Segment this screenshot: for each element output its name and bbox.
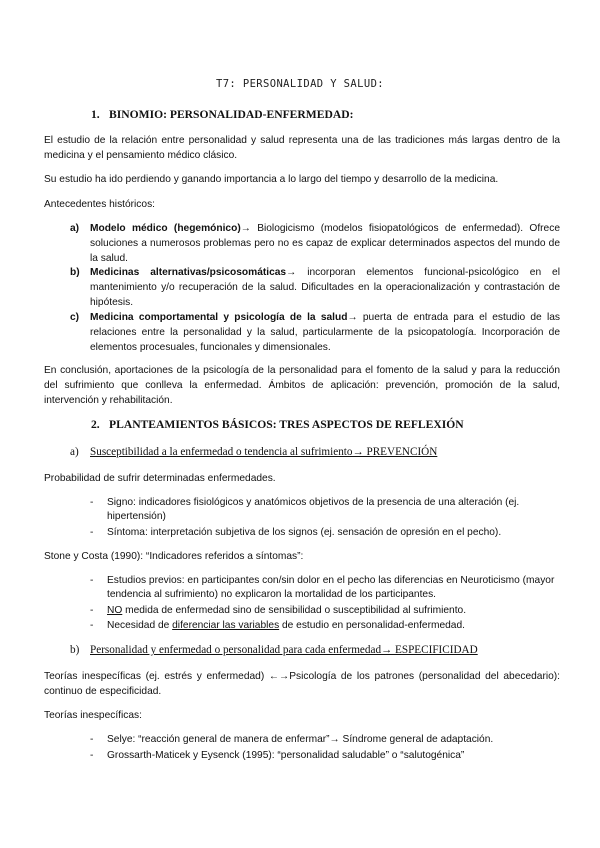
bullet-marker: - (90, 497, 94, 508)
subsection-b (70, 644, 560, 656)
bullet-text: medida de enfermedad sino de sensibilidad o susceptibilidad al sufrimiento. (122, 605, 467, 616)
bullet-selye (90, 733, 560, 747)
list-item-a (70, 222, 560, 266)
bullet-marker: - (90, 750, 94, 761)
underlined-variables: diferenciar las variables (172, 620, 280, 631)
bullet-marker: - (90, 605, 94, 616)
list-marker: c) (70, 312, 80, 323)
paragraph-conclusion: En conclusión, aportaciones de la psicología de la personalidad para el fomento de la salud y para la reducción del sufrimiento que conlleva la enfermedad. Ámbitos de aplicación: prevención, promoción de la salud, intervención y rehabilitación. (44, 365, 560, 406)
subsection-title: Susceptibilidad a la enfermedad o tendencia al sufrimiento→ PREVENCIÓN (90, 446, 438, 458)
subsection-marker: a) (70, 446, 79, 458)
list-item-b (70, 266, 560, 310)
section-2-heading (91, 418, 464, 431)
item-text: → incorporan elementos funcional-psicológico en el mantenimiento y/o recuperación de la salud. Dificultades en la operacionalización y contrastación de hipótesis. (90, 267, 560, 308)
subsection-a (70, 446, 560, 458)
list-marker: b) (70, 267, 80, 278)
paragraph-importance: Su estudio ha ido perdiendo y ganando importancia a lo largo del tiempo y desarrollo de la medicina. (44, 174, 499, 185)
bullet-marker: - (90, 575, 94, 586)
bullet-necesidad (90, 619, 560, 633)
bullet-marker: - (90, 620, 94, 631)
bullet-grossarth (90, 749, 560, 763)
bullet-marker: - (90, 734, 94, 745)
bullet-sintoma (90, 526, 560, 540)
subsection-marker: b) (70, 644, 80, 656)
item-term: Modelo médico (hegemónico) (90, 223, 241, 234)
list-item-c (70, 311, 560, 355)
bullet-signo (90, 496, 560, 525)
item-text: → Biologicismo (modelos fisiopatológicos de enfermedad). Ofrece soluciones a numerosos problemas pero no es capaz de explicar determinados aspectos del mundo de la salud. (90, 223, 560, 264)
list-marker: a) (70, 223, 80, 234)
page-title: T7: PERSONALIDAD Y SALUD: (215, 78, 385, 90)
subsection-title: Personalidad y enfermedad o personalidad para cada enfermedad→ ESPECIFICIDAD (90, 644, 478, 656)
underlined-no: NO (107, 605, 123, 616)
section-1-title: BINOMIO: PERSONALIDAD-ENFERMEDAD: (109, 108, 354, 121)
paragraph-teorias: Teorías inespecíficas (ej. estrés y enfermedad) ←→Psicología de los patrones (personalidad del abecedario): continuo de especificidad. (44, 671, 560, 697)
bullet-text: Grossarth-Maticek y Eysenck (1995): “personalidad saludable” o “salutogénica” (107, 750, 465, 761)
bullet-text: Signo: indicadores fisiológicos y anatómicos objetivos de la presencia de una alteración (ej. hipertensión) (107, 497, 520, 523)
paragraph-antecedentes: Antecedentes históricos: (44, 199, 155, 210)
bullet-text-post: de estudio en personalidad-enfermedad. (279, 620, 465, 631)
bullet-marker: - (90, 527, 94, 538)
paragraph-stone-costa: Stone y Costa (1990): “Indicadores referidos a síntomas”: (44, 551, 304, 562)
paragraph-intro: El estudio de la relación entre personalidad y salud representa una de las tradiciones más largas dentro de la medicina y el pensamiento médico clásico. (44, 135, 560, 161)
section-2-number: 2. (91, 418, 100, 431)
item-term: Medicinas alternativas/psicosomáticas (90, 267, 287, 278)
bullet-no-medida (90, 604, 560, 618)
bullet-text: Estudios previos: en participantes con/sin dolor en el pecho las diferencias en Neuroticismo (mayor tendencia al sufrimiento) no explicaron la mortalidad de los participantes. (107, 575, 555, 601)
bullet-text: Selye: “reacción general de manera de enfermar”→ Síndrome general de adaptación. (107, 734, 494, 745)
section-1-heading (91, 108, 353, 121)
section-1-number: 1. (91, 108, 100, 121)
paragraph-probabilidad: Probabilidad de sufrir determinadas enfermedades. (44, 473, 276, 484)
paragraph-teorias-inespecificas: Teorías inespecíficas: (44, 710, 142, 721)
bullet-estudios (90, 574, 560, 603)
section-2-title: PLANTEAMIENTOS BÁSICOS: TRES ASPECTOS DE REFLEXIÓN (109, 418, 464, 431)
item-text: → puerta de entrada para el estudio de las relaciones entre la personalidad y la salud, particularmente de la psicopatología. Incorporación de elementos procesuales, funcionales y dimensionales. (90, 312, 560, 353)
bullet-text-pre: Necesidad de (107, 620, 173, 631)
bullet-text: Síntoma: interpretación subjetiva de los signos (ej. sensación de opresión en el pecho). (107, 527, 502, 538)
item-term: Medicina comportamental y psicología de la salud (90, 312, 348, 323)
